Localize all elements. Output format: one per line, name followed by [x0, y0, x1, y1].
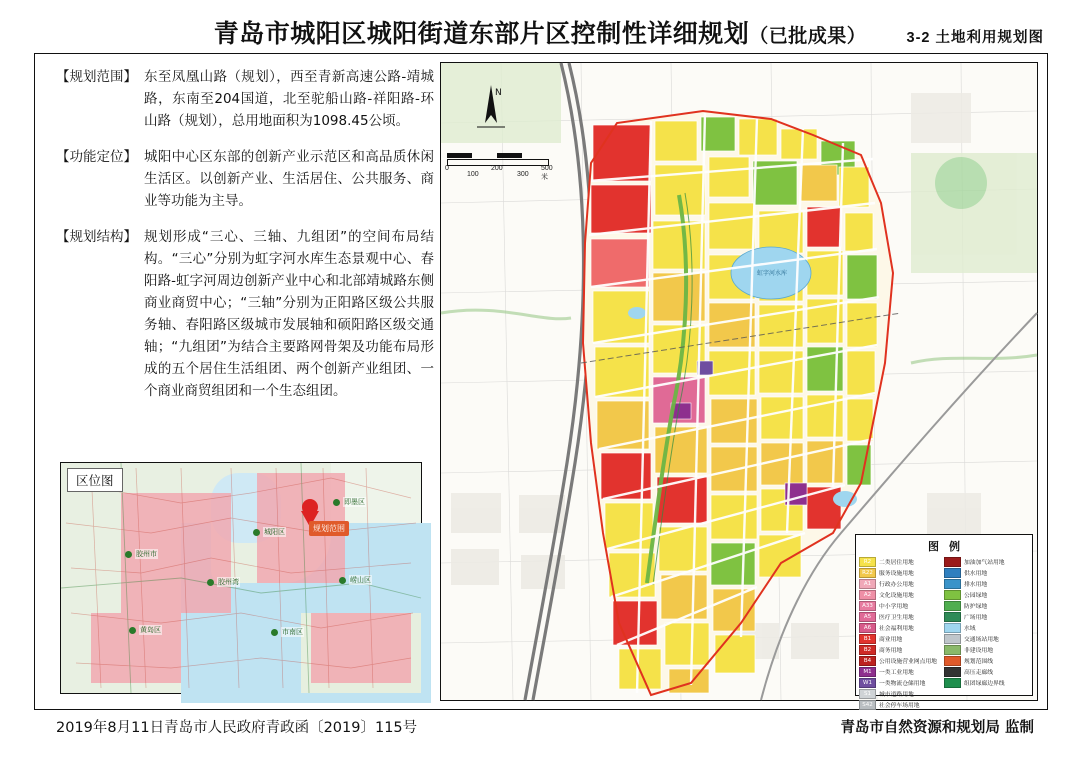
legend-label: 商业用地: [879, 637, 903, 643]
legend-row: [859, 655, 944, 666]
inset-place-label: 黄岛区: [140, 627, 161, 634]
footer-document-number: 2019年8月11日青岛市人民政府青政函〔2019〕115号: [56, 720, 418, 736]
legend-label: 商务用地: [879, 648, 903, 654]
legend-label: 排水用地: [964, 582, 988, 588]
legend-title: 图例: [928, 540, 970, 553]
inset-place-label: 即墨区: [344, 499, 365, 506]
legend-label: 非建设用地: [964, 648, 993, 654]
inset-place-label: 市南区: [282, 629, 303, 636]
legend-swatch: A2: [859, 590, 876, 600]
legend-swatch: B2: [859, 645, 876, 655]
legend-label: 防护绿地: [964, 604, 988, 610]
note-item: [56, 226, 434, 402]
map-legend: [855, 534, 1033, 709]
legend-label: 文化设施用地: [879, 593, 914, 599]
legend-swatch: [944, 645, 961, 655]
legend-label: 规划范围线: [964, 659, 993, 665]
legend-label: 城市道路用地: [879, 692, 914, 698]
legend-swatch: [944, 667, 961, 677]
legend-swatch: [944, 601, 961, 611]
legend-row: [944, 556, 1029, 567]
legend-swatch: [944, 678, 961, 688]
legend-row: [859, 567, 944, 578]
legend-label: 广场用地: [964, 615, 988, 621]
legend-label: 组团绿廊边界线: [964, 681, 1005, 687]
legend-row: [859, 666, 944, 677]
legend-swatch: A33: [859, 601, 876, 611]
legend-row: [859, 633, 944, 644]
page-title-main: 青岛市城阳区城阳街道东部片区控制性详细规划: [213, 19, 750, 48]
inset-place-label: 胶州市: [136, 551, 157, 558]
legend-swatch: [944, 557, 961, 567]
legend-row: [944, 644, 1029, 655]
legend-row: [859, 699, 944, 710]
legend-swatch: W1: [859, 678, 876, 688]
note-value: 城阳中心区东部的创新产业示范区和高品质休闲生活区。以创新产业、生活居住、公共服务、商业等功能为主导。: [144, 149, 434, 209]
legend-label: 行政办公用地: [879, 582, 914, 588]
legend-row: [859, 677, 944, 688]
svg-text:N: N: [495, 88, 502, 98]
legend-swatch: M1: [859, 667, 876, 677]
inset-place-dot: [339, 577, 346, 584]
legend-swatch: [944, 634, 961, 644]
legend-label: 中小学用地: [879, 604, 908, 610]
inset-place-dot: [253, 529, 260, 536]
note-value: 东至凤凰山路（规划），西至青新高速公路-靖城路，东南至204国道，北至驼船山路-祥阳路-环山路（规划），总用地面积为1098.45公顷。: [144, 69, 434, 129]
legend-row: [944, 567, 1029, 578]
scale-tick: 300: [517, 171, 529, 178]
scale-label: 500米: [541, 165, 553, 181]
legend-row: [944, 633, 1029, 644]
legend-label: 公园绿地: [964, 593, 988, 599]
legend-column-left: [859, 556, 944, 710]
legend-swatch: R22: [859, 568, 876, 578]
legend-swatch: [944, 612, 961, 622]
inset-callout-label: 规划范围: [309, 521, 349, 536]
legend-row: [944, 611, 1029, 622]
scale-tick: 100: [467, 171, 479, 178]
legend-swatch: [944, 590, 961, 600]
scale-label: 200: [491, 165, 503, 172]
inset-title: 区位图: [67, 468, 123, 492]
legend-label: 医疗卫生用地: [879, 615, 914, 621]
legend-swatch: [944, 623, 961, 633]
location-inset-map: [60, 462, 422, 694]
legend-row: [859, 589, 944, 600]
legend-row: [944, 622, 1029, 633]
legend-label: 公用设施营业网点用地: [879, 659, 937, 665]
inset-place-dot: [129, 627, 136, 634]
note-key: 【规划结构】: [56, 229, 137, 245]
legend-label: 社会停车场用地: [879, 703, 920, 709]
legend-label: 供水用地: [964, 571, 988, 577]
sheet-number: 3-2 土地利用规划图: [906, 30, 1044, 46]
inset-place-dot: [333, 499, 340, 506]
legend-row: [944, 666, 1029, 677]
legend-label: 一类物流仓储用地: [879, 681, 926, 687]
legend-row: [859, 611, 944, 622]
legend-row: [859, 578, 944, 589]
inset-place-label: 胶州湾: [218, 579, 239, 586]
scale-bar: [447, 153, 557, 179]
legend-swatch: B4: [859, 656, 876, 666]
legend-swatch: B1: [859, 634, 876, 644]
land-use-map[interactable]: [440, 62, 1038, 709]
legend-swatch: [944, 579, 961, 589]
legend-swatch: A6: [859, 623, 876, 633]
legend-swatch: S1: [859, 689, 876, 699]
legend-row: [859, 622, 944, 633]
legend-row: [859, 600, 944, 611]
legend-swatch: [944, 656, 961, 666]
inset-place-dot: [271, 629, 278, 636]
legend-row: [944, 655, 1029, 666]
legend-label: 二类居住用地: [879, 560, 914, 566]
legend-row: [944, 578, 1029, 589]
legend-swatch: A1: [859, 579, 876, 589]
legend-row: [944, 600, 1029, 611]
legend-row: [859, 688, 944, 699]
legend-label: 服务设施用地: [879, 571, 914, 577]
note-item: [56, 66, 434, 132]
legend-swatch: R2: [859, 557, 876, 567]
legend-swatch: S42: [859, 700, 876, 710]
note-item: [56, 146, 434, 212]
legend-row: [944, 677, 1029, 688]
note-key: 【规划范围】: [56, 69, 137, 85]
page-title-sub: （已批成果）: [749, 25, 867, 47]
planning-notes: [50, 62, 434, 461]
legend-column-right: [944, 556, 1029, 710]
legend-swatch: [944, 568, 961, 578]
scale-label: 0: [445, 165, 449, 172]
legend-row: [859, 644, 944, 655]
note-value: 规划形成“三心、三轴、九组团”的空间布局结构。“三心”分别为虹字河水库生态景观中心、春阳路-虹字河周边创新产业中心和北部靖城路东侧商业商贸中心；“三轴”分别为正阳路区级公共服务轴、春阳路区级城市发展轴和硕阳路区级交通轴；“九组团”为结合主要路网骨架及功能布局形成的五个居住生活组团、两个创新产业组团、一个商业商贸组团和一个生态组团。: [144, 229, 434, 399]
north-arrow-icon: [471, 83, 511, 143]
svg-text:虹字河水库: 虹字河水库: [757, 270, 788, 277]
legend-label: 一类工业用地: [879, 670, 914, 676]
legend-row: [944, 589, 1029, 600]
legend-row: [859, 556, 944, 567]
legend-label: 社会福利用地: [879, 626, 914, 632]
inset-place-dot: [207, 579, 214, 586]
legend-label: 高压走廊线: [964, 670, 993, 676]
inset-place-label: 崂山区: [350, 577, 371, 584]
legend-label: 交通场站用地: [964, 637, 999, 643]
note-key: 【功能定位】: [56, 149, 137, 165]
sheet-header: [0, 14, 1080, 54]
inset-place-dot: [125, 551, 132, 558]
inset-place-label: 城阳区: [264, 529, 285, 536]
legend-swatch: A5: [859, 612, 876, 622]
footer-issuer: 青岛市自然资源和规划局 监制: [840, 720, 1034, 736]
legend-label: 水域: [964, 626, 976, 632]
legend-label: 加油加气站用地: [964, 560, 1005, 566]
